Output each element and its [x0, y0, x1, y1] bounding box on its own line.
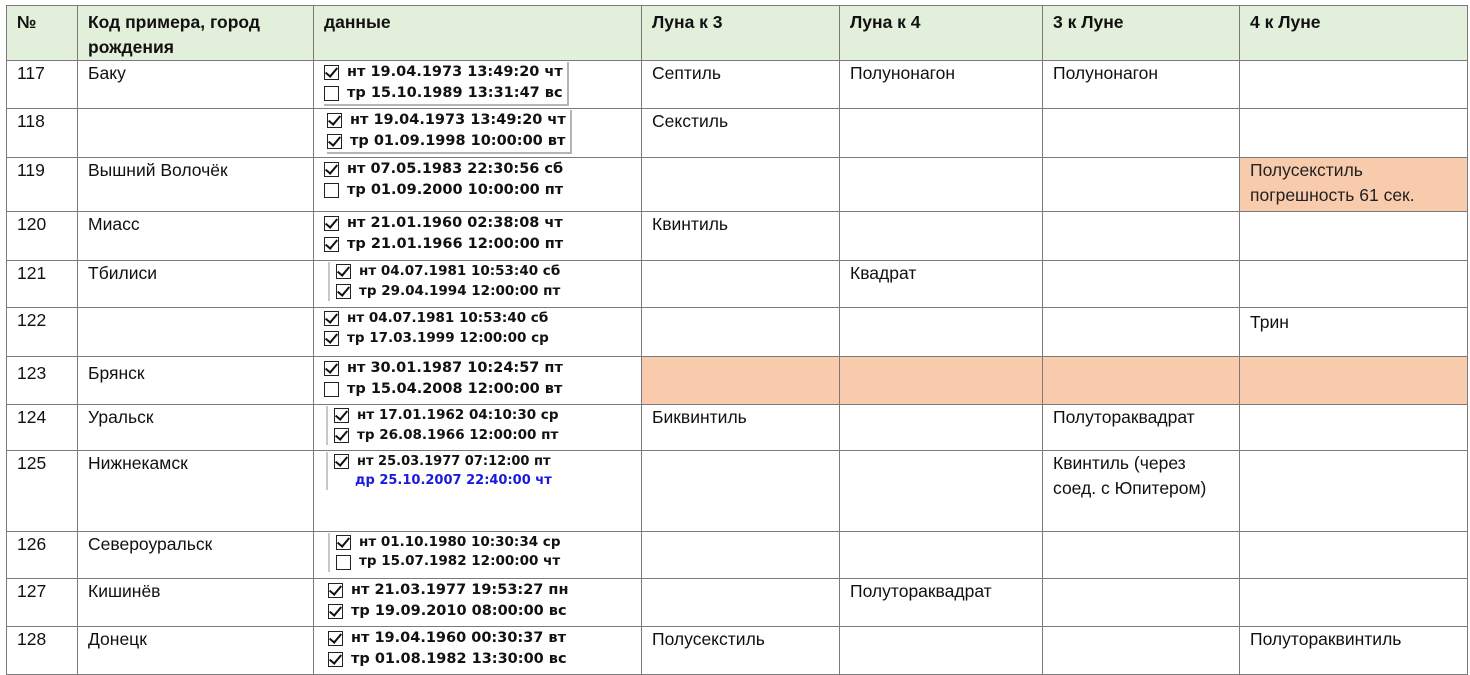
row-num: 126: [7, 531, 78, 578]
row-data: [314, 212, 642, 261]
checkbox-icon[interactable]: [328, 583, 343, 598]
checkbox-icon[interactable]: [336, 555, 351, 570]
row-4-to-moon: [1240, 212, 1468, 261]
row-3-to-moon: [1043, 109, 1240, 158]
table-row: [7, 450, 1468, 531]
row-moon-to-3: Септиль: [642, 61, 840, 109]
header-code-city: Код примера, город рождения: [78, 6, 314, 61]
row-num: 122: [7, 308, 78, 357]
data-box: [324, 62, 569, 106]
row-moon-to-3: [642, 578, 840, 626]
row-city: Баку: [78, 61, 314, 109]
checkbox-icon[interactable]: [324, 216, 339, 231]
natal-date: нт 21.01.1960 02:38:08 чт: [347, 215, 563, 231]
data-box: [328, 628, 567, 670]
table-row: [7, 405, 1468, 451]
row-4-to-moon: [1240, 531, 1468, 578]
checkbox-icon[interactable]: [324, 183, 339, 198]
row-3-to-moon: [1043, 578, 1240, 626]
table-row: [7, 626, 1468, 674]
transit-date: тр 01.09.1998 10:00:00 вт: [350, 133, 566, 149]
row-data: [314, 357, 642, 405]
row-data: [314, 308, 642, 357]
row-num: 124: [7, 405, 78, 451]
row-city: [78, 308, 314, 357]
table-row: [7, 212, 1468, 261]
row-4-to-moon: Полусекстиль погрешность 61 сек.: [1240, 158, 1468, 212]
row-4-to-moon: [1240, 450, 1468, 531]
row-3-to-moon: Полутораквадрат: [1043, 405, 1240, 451]
header-moon-to-4: Луна к 4: [840, 6, 1043, 61]
natal-date: нт 01.10.1980 10:30:34 ср: [359, 533, 561, 550]
transit-date: тр 29.04.1994 12:00:00 пт: [359, 282, 561, 299]
row-data: [314, 109, 642, 158]
row-moon-to-3: [642, 357, 840, 405]
data-box: [328, 580, 568, 622]
row-moon-to-4: [840, 109, 1043, 158]
row-moon-to-4: [840, 158, 1043, 212]
row-city: Североуральск: [78, 531, 314, 578]
row-moon-to-3: Секстиль: [642, 109, 840, 158]
row-moon-to-4: Полунонагон: [840, 61, 1043, 109]
row-data: [314, 531, 642, 578]
row-city: Донецк: [78, 626, 314, 674]
checkbox-icon[interactable]: [324, 331, 339, 346]
header-4-to-moon: 4 к Луне: [1240, 6, 1468, 61]
natal-date: нт 19.04.1960 00:30:37 вт: [351, 629, 567, 646]
row-3-to-moon: [1043, 626, 1240, 674]
row-city: Кишинёв: [78, 578, 314, 626]
checkbox-icon[interactable]: [328, 631, 343, 646]
row-moon-to-4: Квадрат: [840, 261, 1043, 308]
data-box: [324, 358, 563, 400]
row-moon-to-3: [642, 450, 840, 531]
natal-date: нт 21.03.1977 19:53:27 пн: [351, 581, 569, 598]
checkbox-icon[interactable]: [334, 454, 349, 469]
data-box: [327, 110, 572, 154]
transit-date: тр 17.03.1999 12:00:00 ср: [347, 329, 549, 346]
row-num: 118: [7, 109, 78, 158]
data-box: [326, 452, 552, 490]
transit-date: тр 01.09.2000 10:00:00 пт: [347, 182, 564, 198]
checkbox-slot: [334, 474, 347, 487]
checkbox-icon[interactable]: [334, 428, 349, 443]
row-3-to-moon: [1043, 308, 1240, 357]
transit-date: тр 15.04.2008 12:00:00 вт: [347, 381, 563, 397]
row-num: 121: [7, 261, 78, 308]
row-4-to-moon: [1240, 109, 1468, 158]
checkbox-icon[interactable]: [324, 65, 339, 80]
row-3-to-moon: [1043, 357, 1240, 405]
checkbox-icon[interactable]: [328, 604, 343, 619]
checkbox-icon[interactable]: [327, 134, 342, 149]
row-3-to-moon: [1043, 158, 1240, 212]
row-moon-to-4: [840, 626, 1043, 674]
row-moon-to-3: Биквинтиль: [642, 405, 840, 451]
transit-date: тр 26.08.1966 12:00:00 пт: [357, 426, 559, 443]
row-moon-to-4: [840, 212, 1043, 261]
data-box: [328, 262, 560, 301]
row-4-to-moon: [1240, 578, 1468, 626]
row-data: [314, 61, 642, 109]
data-box: [326, 406, 558, 445]
checkbox-icon[interactable]: [324, 311, 339, 326]
data-box: [324, 213, 563, 255]
row-moon-to-3: Квинтиль: [642, 212, 840, 261]
row-num: 117: [7, 61, 78, 109]
checkbox-icon[interactable]: [324, 361, 339, 376]
row-moon-to-4: [840, 357, 1043, 405]
table-row: [7, 578, 1468, 626]
row-city: Брянск: [78, 357, 314, 405]
checkbox-icon[interactable]: [336, 284, 351, 299]
table-row: [7, 61, 1468, 109]
progression-date: др 25.10.2007 22:40:00 чт: [355, 472, 552, 488]
row-city: Уральск: [78, 405, 314, 451]
table-row: [7, 357, 1468, 405]
table-row: [7, 158, 1468, 212]
row-3-to-moon: Полунонагон: [1043, 61, 1240, 109]
natal-date: нт 04.07.1981 10:53:40 сб: [359, 263, 561, 279]
transit-date: тр 15.07.1982 12:00:00 чт: [359, 553, 561, 570]
natal-date: нт 25.03.1977 07:12:00 пт: [357, 453, 551, 469]
row-num: 125: [7, 450, 78, 531]
row-moon-to-3: Полусекстиль: [642, 626, 840, 674]
row-moon-to-3: [642, 158, 840, 212]
table-row: [7, 261, 1468, 308]
row-num: 123: [7, 357, 78, 405]
row-moon-to-4: [840, 405, 1043, 451]
row-moon-to-4: [840, 450, 1043, 531]
checkbox-icon[interactable]: [324, 237, 339, 252]
row-city: [78, 109, 314, 158]
checkbox-icon[interactable]: [327, 113, 342, 128]
row-moon-to-4: Полутораквадрат: [840, 578, 1043, 626]
row-moon-to-4: [840, 308, 1043, 357]
row-data: [314, 158, 642, 212]
natal-date: нт 30.01.1987 10:24:57 пт: [347, 360, 563, 376]
row-4-to-moon: Полутораквинтиль: [1240, 626, 1468, 674]
data-box: [324, 309, 549, 348]
header-moon-to-3: Луна к 3: [642, 6, 840, 61]
row-num: 127: [7, 578, 78, 626]
header-data: данные: [314, 6, 642, 61]
row-3-to-moon: Квинтиль (через соед. с Юпитером): [1043, 450, 1240, 531]
row-3-to-moon: [1043, 212, 1240, 261]
natal-date: нт 07.05.1983 22:30:56 сб: [347, 161, 564, 177]
natal-date: нт 19.04.1973 13:49:20 чт: [350, 112, 566, 128]
table-row: [7, 308, 1468, 357]
checkbox-icon[interactable]: [328, 652, 343, 667]
row-moon-to-3: [642, 261, 840, 308]
transit-date: тр 19.09.2010 08:00:00 вс: [351, 602, 567, 619]
row-data: [314, 261, 642, 308]
row-data: [314, 626, 642, 674]
data-box: [324, 159, 563, 201]
row-moon-to-4: [840, 531, 1043, 578]
row-moon-to-3: [642, 531, 840, 578]
transit-date: тр 21.01.1966 12:00:00 пт: [347, 236, 564, 252]
row-4-to-moon: Трин: [1240, 308, 1468, 357]
row-num: 120: [7, 212, 78, 261]
table-row: [7, 531, 1468, 578]
row-3-to-moon: [1043, 531, 1240, 578]
checkbox-icon[interactable]: [334, 408, 349, 423]
row-city: Тбилиси: [78, 261, 314, 308]
row-4-to-moon: [1240, 405, 1468, 451]
header-num: №: [7, 6, 78, 61]
aspects-table: [6, 5, 1468, 675]
checkbox-icon[interactable]: [336, 264, 351, 279]
checkbox-icon[interactable]: [324, 382, 339, 397]
row-4-to-moon: [1240, 357, 1468, 405]
transit-date: тр 01.08.1982 13:30:00 вс: [351, 650, 567, 667]
data-box: [328, 533, 560, 572]
header-row: [7, 6, 1468, 61]
row-data: [314, 450, 642, 531]
row-3-to-moon: [1043, 261, 1240, 308]
row-city: Миасс: [78, 212, 314, 261]
checkbox-icon[interactable]: [324, 162, 339, 177]
checkbox-icon[interactable]: [336, 535, 351, 550]
natal-date: нт 04.07.1981 10:53:40 сб: [347, 310, 549, 326]
natal-date: нт 17.01.1962 04:10:30 ср: [357, 407, 559, 423]
row-data: [314, 405, 642, 451]
row-num: 128: [7, 626, 78, 674]
row-num: 119: [7, 158, 78, 212]
row-city: Нижнекамск: [78, 450, 314, 531]
table-row: [7, 109, 1468, 158]
row-data: [314, 578, 642, 626]
transit-date: тр 15.10.1989 13:31:47 вс: [347, 85, 563, 101]
row-4-to-moon: [1240, 261, 1468, 308]
header-3-to-moon: 3 к Луне: [1043, 6, 1240, 61]
natal-date: нт 19.04.1973 13:49:20 чт: [347, 64, 563, 80]
row-4-to-moon: [1240, 61, 1468, 109]
checkbox-icon[interactable]: [324, 86, 339, 101]
row-city: Вышний Волочёк: [78, 158, 314, 212]
row-moon-to-3: [642, 308, 840, 357]
